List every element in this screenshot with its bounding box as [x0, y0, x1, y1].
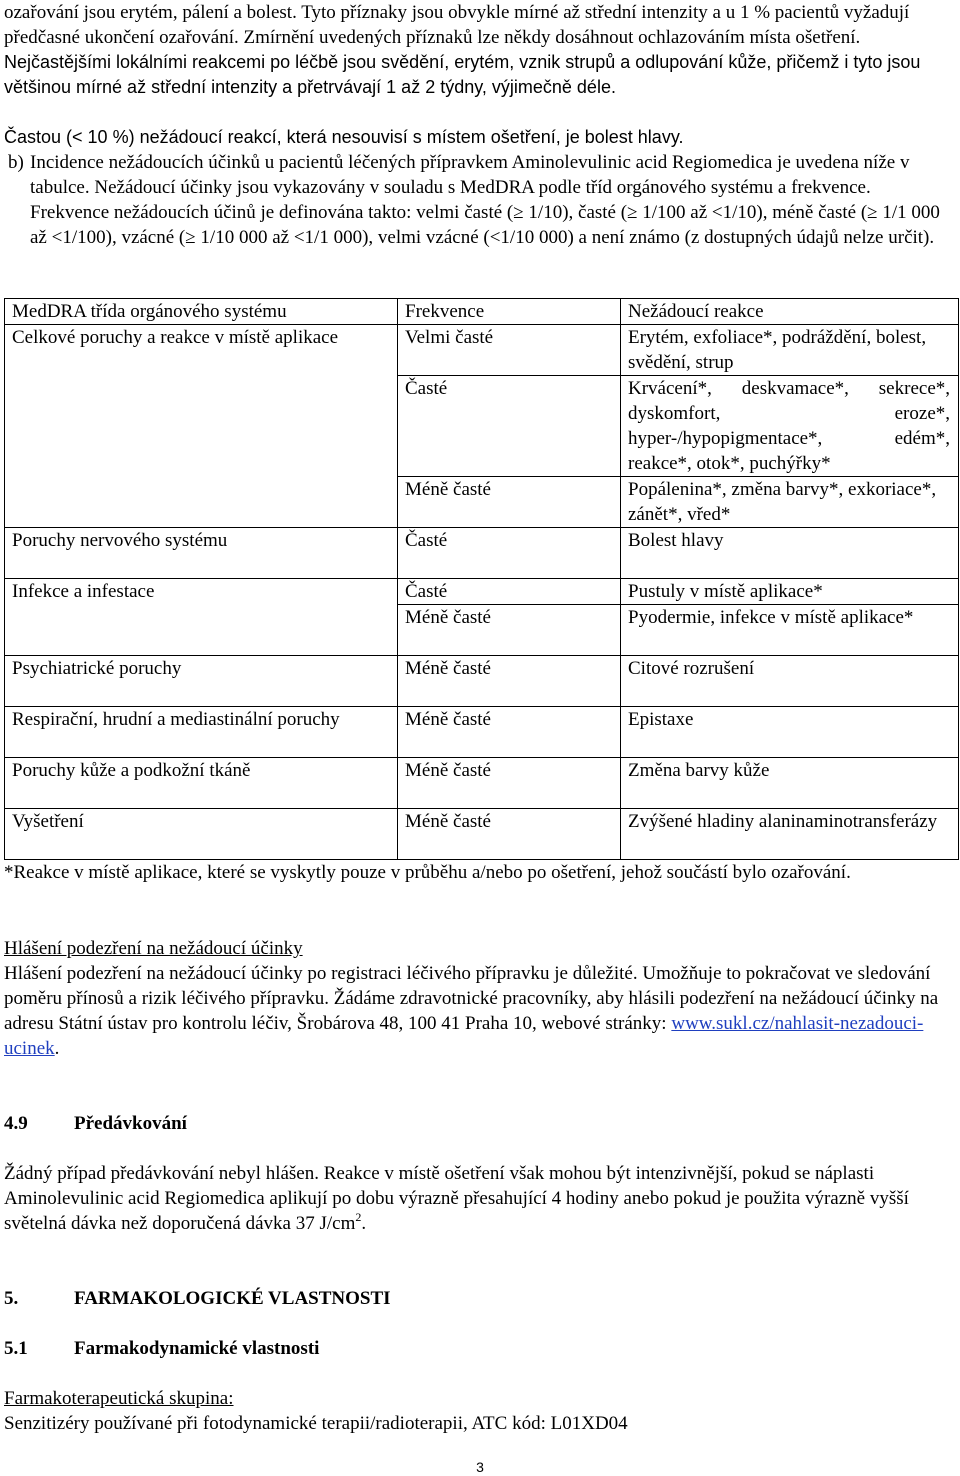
- frequency-cell: Méně časté: [398, 477, 621, 528]
- reaction-cell: Pustuly v místě aplikace*: [621, 579, 959, 605]
- section-title: Farmakodynamické vlastnosti: [74, 1338, 320, 1359]
- overdose-text: Žádný případ předávkování nebyl hlášen. Reakce v místě ošetření však mohou být intenzivnější, pokud se náplasti Aminolevulinic acid Regiomedica aplikují po dobu výrazně přesahující 4 hodiny anebo pokud je použita výrazně vyšší světelná dávka než doporučená dávka 37 J/cm: [4, 1163, 909, 1234]
- intro-paragraph: [4, 0, 944, 100]
- frequency-cell: Méně časté: [398, 656, 621, 707]
- section-title: FARMAKOLOGICKÉ VLASTNOSTI: [74, 1288, 391, 1309]
- frequency-cell: Velmi časté: [398, 325, 621, 376]
- section-4-9-heading: [4, 1111, 187, 1136]
- intro-text-1: ozařování jsou erytém, pálení a bolest. Tyto příznaky jsou obvykle mírné až střední intenzity a u 1 % pacientů vyžadují předčasné ukončení ozařování. Zmírnění uvedených příznaků lze někdy dosáhnout ochlazováním místa ošetření.: [4, 2, 910, 48]
- reaction-cell: Pyodermie, infekce v místě aplikace*: [621, 605, 959, 656]
- pharma-group-label: Farmakoterapeutická skupina:: [4, 1388, 234, 1409]
- frequency-cell: Méně časté: [398, 605, 621, 656]
- intro-text-2: Nejčastějšími lokálními reakcemi po léčbě jsou svědění, erytém, vznik strupů a odlupování kůže, přičemž i tyto jsou většinou mírné až střední intenzity a přetrvávají 1 až 2 týdny, výjimečně déle.: [4, 52, 921, 97]
- table-row: [5, 528, 959, 579]
- adverse-reactions-table: [4, 298, 959, 860]
- reporting-end: .: [54, 1038, 60, 1059]
- soc-cell: Vyšetření: [5, 809, 398, 860]
- table-row: [5, 809, 959, 860]
- reaction-cell: Změna barvy kůže: [621, 758, 959, 809]
- section-number: 4.9: [4, 1113, 28, 1134]
- table-header-row: [5, 299, 959, 325]
- reporting-paragraph: [4, 961, 944, 1061]
- reaction-cell: Erytém, exfoliace*, podráždění, bolest, svědění, strup: [621, 325, 959, 376]
- overdose-paragraph: [4, 1161, 944, 1236]
- header-reaction: Nežádoucí reakce: [621, 299, 959, 325]
- pharma-group-text: Senzitizéry používané při fotodynamické terapii/radioterapii, ATC kód: L01XD04: [4, 1413, 628, 1434]
- section-5-1-heading: [4, 1336, 319, 1361]
- overdose-end: .: [361, 1213, 367, 1234]
- superscript: 2: [355, 1210, 362, 1224]
- frequency-cell: Méně časté: [398, 707, 621, 758]
- soc-cell: Poruchy kůže a podkožní tkáně: [5, 758, 398, 809]
- reaction-cell: Krvácení*, deskvamace*, sekrece*, dyskomfort, eroze*, hyper-/hypopigmentace*, edém*, reakce*, otok*, puchýřky*: [621, 376, 959, 477]
- table-row: [5, 579, 959, 605]
- reaction-cell: Epistaxe: [621, 707, 959, 758]
- sukl-link[interactable]: www.sukl.cz/nahlasit-nezadouci-ucinek: [4, 1013, 924, 1059]
- frequency-cell: Časté: [398, 579, 621, 605]
- table-row: [5, 325, 959, 376]
- section-b-paragraph: [4, 150, 944, 250]
- reaction-cell: Citové rozrušení: [621, 656, 959, 707]
- table-footnote: *Reakce v místě aplikace, které se vyskytly pouze v průběhu a/nebo po ošetření, jehož součástí bylo ozařování.: [4, 862, 851, 883]
- soc-cell: Poruchy nervového systému: [5, 528, 398, 579]
- frequency-cell: Méně časté: [398, 809, 621, 860]
- reporting-heading: Hlášení podezření na nežádoucí účinky: [4, 938, 303, 959]
- frequency-cell: Časté: [398, 376, 621, 477]
- table-row: [5, 758, 959, 809]
- section-title: Předávkování: [74, 1113, 187, 1134]
- list-marker: b): [8, 152, 24, 173]
- frequency-cell: Časté: [398, 528, 621, 579]
- reaction-cell: Zvýšené hladiny alaninaminotransferázy: [621, 809, 959, 860]
- table-row: [5, 656, 959, 707]
- section-number: 5.1: [4, 1338, 28, 1359]
- section-5-heading: [4, 1286, 391, 1311]
- reaction-cell: Bolest hlavy: [621, 528, 959, 579]
- soc-cell: Respirační, hrudní a mediastinální poruchy: [5, 707, 398, 758]
- page-number: 3: [476, 1459, 484, 1475]
- frequency-cell: Méně časté: [398, 758, 621, 809]
- section-number: 5.: [4, 1288, 19, 1309]
- soc-cell: Infekce a infestace: [5, 579, 398, 656]
- reaction-cell: Popálenina*, změna barvy*, exkoriace*, zánět*, vřed*: [621, 477, 959, 528]
- reporting-text: Hlášení podezření na nežádoucí účinky po registraci léčivého přípravku je důležité. Umožňuje to pokračovat ve sledování poměru přínosů a rizik léčivého přípravku. Žádáme zdravotnické pracovníky, aby hlásili podezření na nežádoucí účinky na adresu Státní ústav pro kontrolu léčiv, Šrobárova 48, 100 41 Praha 10, webové stránky:: [4, 963, 939, 1034]
- soc-cell: Psychiatrické poruchy: [5, 656, 398, 707]
- header-soc: MedDRA třída orgánového systému: [5, 299, 398, 325]
- headache-paragraph: Častou (< 10 %) nežádoucí reakcí, která nesouvisí s místem ošetření, je bolest hlavy.: [4, 127, 684, 147]
- header-frequency: Frekvence: [398, 299, 621, 325]
- section-b-text: Incidence nežádoucích účinků u pacientů léčených přípravkem Aminolevulinic acid Regiomedica je uvedena níže v tabulce. Nežádoucí účinky jsou vykazovány v souladu s MedDRA podle tříd orgánového systému a frekvence. Frekvence nežádoucích účinů je definována takto: velmi časté (≥ 1/10), časté (≥ 1/100 až <1/10), méně časté (≥ 1/1 000 až <1/100), vzácné (≥ 1/10 000 až <1/1 000), velmi vzácné (<1/10 000) a není známo (z dostupných údajů nelze určit).: [30, 152, 940, 248]
- soc-cell: Celkové poruchy a reakce v místě aplikace: [5, 325, 398, 528]
- table-row: [5, 707, 959, 758]
